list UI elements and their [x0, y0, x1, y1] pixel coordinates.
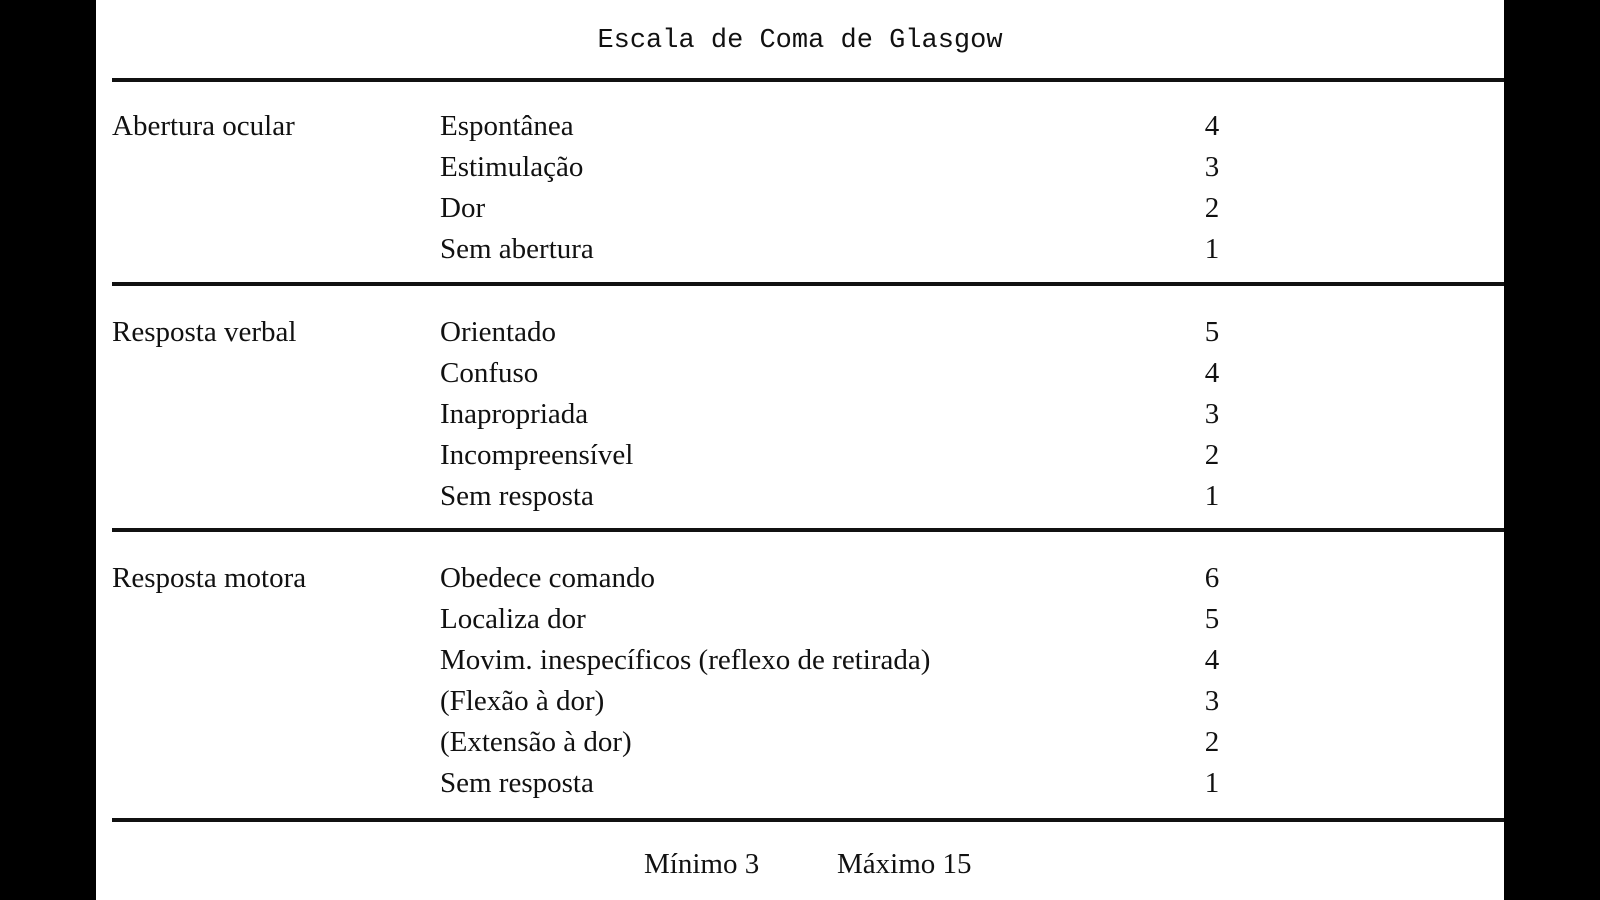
item-label: Dor: [440, 192, 486, 224]
item-list: [440, 106, 1320, 270]
item-score: 3: [1204, 151, 1220, 183]
item-label: (Extensão à dor): [440, 726, 632, 758]
top-rule: [112, 78, 1504, 82]
item-label: Sem abertura: [440, 233, 594, 265]
item-score: 4: [1204, 357, 1220, 389]
item-label: Confuso: [440, 357, 539, 389]
item-score: 5: [1204, 316, 1220, 348]
item-score: 3: [1204, 398, 1220, 430]
list-item: [440, 394, 1320, 435]
list-item: [440, 722, 1320, 763]
list-item: [440, 229, 1320, 270]
item-label: (Flexão à dor): [440, 685, 605, 717]
item-score: 5: [1204, 603, 1220, 635]
list-item: [440, 188, 1320, 229]
item-score: 2: [1204, 439, 1220, 471]
list-item: [440, 681, 1320, 722]
item-score: 1: [1204, 767, 1220, 799]
item-label: Estimulação: [440, 151, 584, 183]
item-score: 3: [1204, 685, 1220, 717]
item-score: 4: [1204, 110, 1220, 142]
item-score: 2: [1204, 726, 1220, 758]
list-item: [440, 106, 1320, 147]
list-item: [440, 476, 1320, 517]
item-score: 1: [1204, 233, 1220, 265]
item-score: 2: [1204, 192, 1220, 224]
list-item: [440, 640, 1320, 681]
list-item: [440, 147, 1320, 188]
section-divider: [112, 282, 1504, 286]
item-label: Sem resposta: [440, 767, 594, 799]
item-label: Orientado: [440, 316, 556, 348]
list-item: [440, 558, 1320, 599]
item-list: [440, 558, 1320, 804]
item-label: Sem resposta: [440, 480, 594, 512]
score-range-footer: [96, 844, 1504, 884]
item-score: 6: [1204, 562, 1220, 594]
minimum-score: Mínimo 3: [644, 848, 760, 880]
item-label: Incompreensível: [440, 439, 634, 471]
item-score: 4: [1204, 644, 1220, 676]
category-label: Resposta verbal: [112, 316, 297, 348]
document-page: [96, 0, 1504, 900]
category-label: Resposta motora: [112, 562, 307, 594]
item-score: 1: [1204, 480, 1220, 512]
list-item: [440, 435, 1320, 476]
list-item: [440, 763, 1320, 804]
list-item: [440, 353, 1320, 394]
item-label: Movim. inespecíficos (reflexo de retirada): [440, 644, 931, 676]
maximum-score: Máximo 15: [837, 848, 972, 880]
list-item: [440, 599, 1320, 640]
category-label: Abertura ocular: [112, 110, 295, 142]
table-title: Escala de Coma de Glasgow: [597, 26, 1003, 56]
item-label: Obedece comando: [440, 562, 655, 594]
bottom-rule: [112, 818, 1504, 822]
list-item: [440, 312, 1320, 353]
item-label: Inapropriada: [440, 398, 589, 430]
section-divider: [112, 528, 1504, 532]
item-label: Espontânea: [440, 110, 574, 142]
item-list: [440, 312, 1320, 517]
item-label: Localiza dor: [440, 603, 586, 635]
